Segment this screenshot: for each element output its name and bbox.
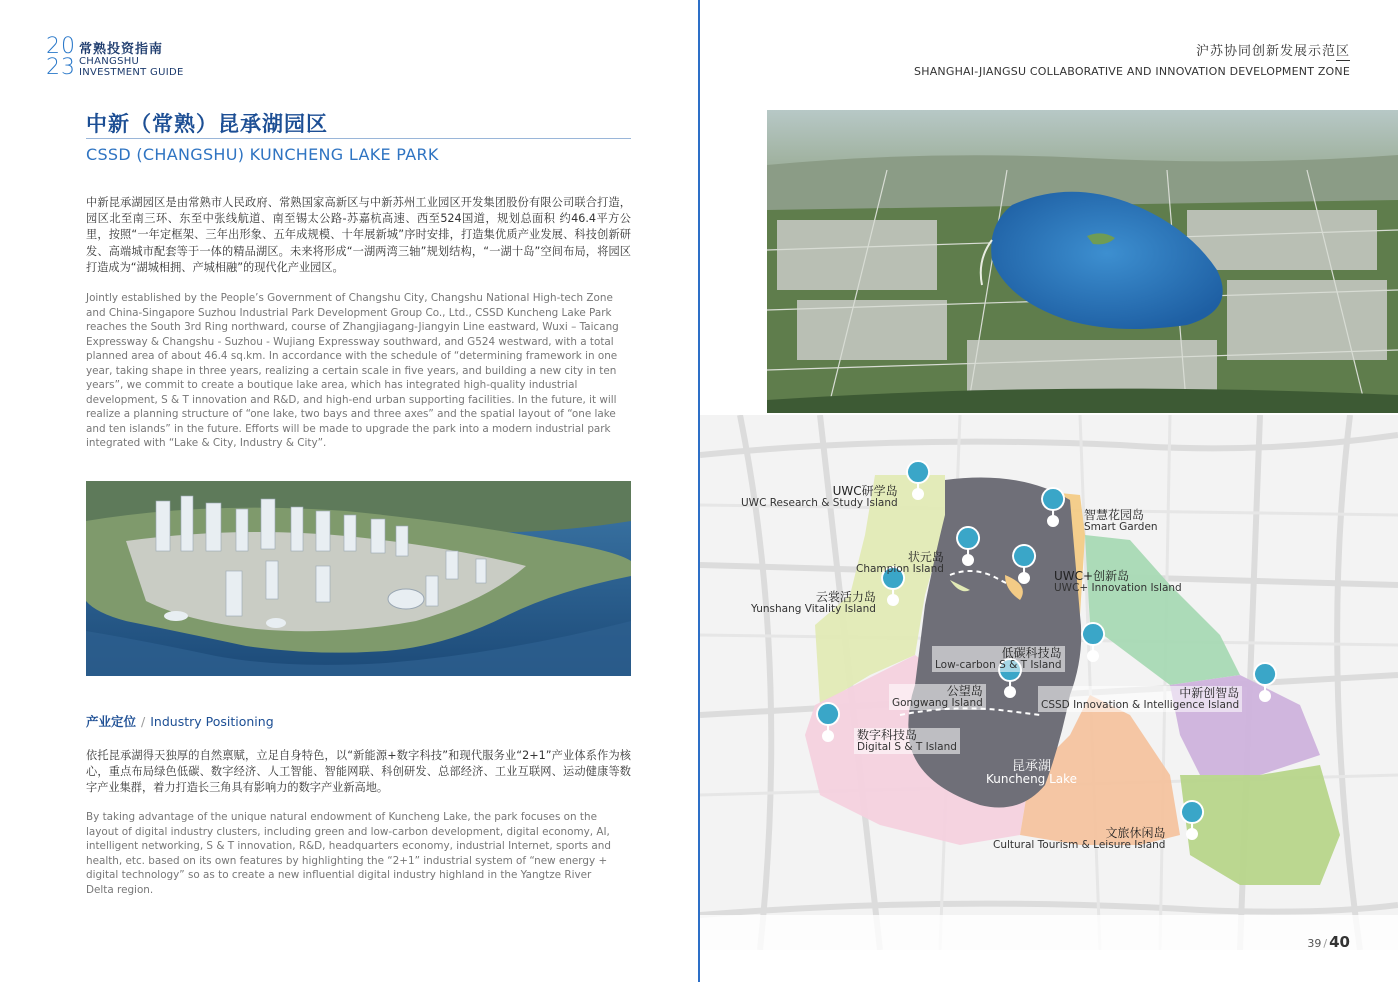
island-label-en: Cultural Tourism & Leisure Island <box>993 839 1166 851</box>
lake-aerial-illustration <box>767 110 1398 413</box>
island-label-cultural-tourism <box>993 827 1165 851</box>
island-label-en: Smart Garden <box>1084 521 1158 533</box>
intro-paragraph-en: Jointly established by the People’s Government of Changshu City, Changshu National High-tech Zone and China-Singapore Suzhou Industrial Park Development Group Co., Ltd., CSSD Kuncheng Lake Park reaches the South 3rd Ring northward, course of Zhangjiagang-Jiangyin Line eastward, Wuxi – Taicang Expressway & Changshu - Suzhou - Wujiang Expressway southward, and G524 westward, with a total planned area of about 46.4 sq.km. In accordance with the schedule of “determining framework in one year, taking shape in three years, realizing a certain scale in five years, and building a new city in ten years”, we commit to create a boutique lake area, which has integrated high-quality industrial development, S & T innovation and R&D, and high-end urban supporting facilities. In the future, it will realize a planning structure of “one lake, two bays and three axes” and the spatial layout of “one lake and ten islands” in the future. Efforts will be made to upgrade the park into a modern industrial park integrated with “Lake & City, Industry & City”. <box>86 292 619 449</box>
positioning-paragraph-en: By taking advantage of the unique natural endowment of Kuncheng Lake, the park focuses on the layout of digital industry clusters, including green and low-carbon development, digital economy, AI, intelligent networking, S & T innovation, R&D, headquarters economy, industrial Internet, sports and health, etc. based on its own features by highlighting the “2+1” industrial system of “new energy + digital technology” so as to create a new influential digital industry highland in the Yangtze River Delta region. <box>86 811 611 896</box>
logo-title-cn: 常熟投资指南 <box>79 42 164 57</box>
zone-title-rule <box>1336 60 1350 61</box>
logo-year <box>46 36 74 78</box>
island-label-cn: 公望岛 <box>946 684 983 698</box>
island-label-cn: 中新创智岛 <box>1179 686 1240 700</box>
lake-name-en: Kuncheng Lake <box>986 772 1078 786</box>
island-label-cn: 数字科技岛 <box>857 728 918 742</box>
island-label-en: UWC Research & Study Island <box>741 497 898 509</box>
island-label-en: Champion Island <box>856 563 944 575</box>
section-heading-separator: / <box>141 714 146 729</box>
positioning-paragraph-cn: 依托昆承湖得天独厚的自然禀赋，立足自身特色，以“新能源+数字科技”和现代服务业“2+1”产业体系作为核心，重点布局绿色低碳、数字经济、人工智能、智能网联、科创研发、总部经济、工业互联网、运动健康等数字产业集群，着力打造长三角具有影响力的数字产业新高地。 <box>86 749 631 795</box>
island-label-digital <box>854 728 960 754</box>
left-page <box>0 0 698 982</box>
island-label-low-carbon <box>932 646 1065 672</box>
section-heading-cn: 产业定位 <box>86 714 137 729</box>
page-title-cn: 中新（常熟）昆承湖园区 <box>86 112 328 136</box>
island-district-illustration <box>86 481 631 676</box>
page-title-en: CSSD (CHANGSHU) KUNCHENG LAKE PARK <box>86 145 439 164</box>
island-label-uwc-innovation <box>1054 570 1182 594</box>
island-label-cn: UWC研学岛 <box>832 484 898 498</box>
island-label-en: Yunshang Vitality Island <box>751 603 876 615</box>
zone-title-cn: 沪苏协同创新发展示范区 <box>1195 44 1350 59</box>
island-label-cn: 智慧花园岛 <box>1084 508 1145 522</box>
section-heading-industry-positioning <box>86 712 274 730</box>
intro-paragraph-cn: 中新昆承湖园区是由常熟市人民政府、常熟国家高新区与中新苏州工业园区开发集团股份有限公司联合打造，园区北至南三环、东至中张线航道、南至锡太公路-苏嘉杭高速、西至524国道，规划总面积 约46.4平方公里，按照“一年定框架、三年出形象、五年成规模、十年展新城”序时安排，打造集优质产业发展、科技创新研发、高端城市配套等于一体的精品湖区。未来将形成“一湖两湾三轴”规划结构，“一湖十岛”空间布局，将园区打造成为“湖城相拥、产城相融”的现代化产业园区。 <box>86 196 631 274</box>
zone-title-en: SHANGHAI-JIANGSU COLLABORATIVE AND INNOVATION DEVELOPMENT ZONE <box>914 65 1350 78</box>
island-label-en: Digital S & T Island <box>857 741 957 753</box>
logo-year-bottom: 23 <box>46 55 76 80</box>
island-label-cn: 低碳科技岛 <box>1001 646 1062 660</box>
page-number-right: 40 <box>1329 933 1350 951</box>
page-number-left: 39 <box>1307 937 1322 950</box>
kuncheng-lake-aerial-image <box>767 110 1398 413</box>
island-label-champion <box>856 551 944 575</box>
island-label-cn: 状元岛 <box>907 550 944 564</box>
island-district-aerial-image <box>86 481 631 676</box>
island-label-en: Low-carbon S & T Island <box>935 659 1062 671</box>
logo-title-en-line1: CHANGSHU <box>79 56 140 67</box>
island-label-smart-garden <box>1084 509 1158 533</box>
island-label-cssd-innovation <box>1038 686 1242 712</box>
island-label-gongwang <box>889 684 986 710</box>
island-label-en: UWC+ Innovation Island <box>1054 582 1182 594</box>
logo-title-en-line2: INVESTMENT GUIDE <box>79 67 184 78</box>
island-label-en: Gongwang Island <box>892 697 983 709</box>
page-number <box>1307 933 1350 951</box>
lake-name-cn: 昆承湖 <box>1012 759 1052 774</box>
lake-name-label <box>986 761 1077 785</box>
island-label-en: CSSD Innovation & Intelligence Island <box>1041 699 1240 711</box>
island-label-cn: UWC+创新岛 <box>1054 569 1130 583</box>
right-page <box>700 0 1398 982</box>
island-label-uwc-research <box>741 485 898 509</box>
page-number-separator: / <box>1323 937 1328 950</box>
logo-year-top: 20 <box>46 34 76 59</box>
title-divider <box>86 138 631 139</box>
island-label-yunshang <box>751 591 876 615</box>
section-heading-en: Industry Positioning <box>150 714 274 729</box>
island-label-cn: 云裳活力岛 <box>815 590 876 604</box>
island-label-cn: 文旅休闲岛 <box>1105 826 1166 840</box>
